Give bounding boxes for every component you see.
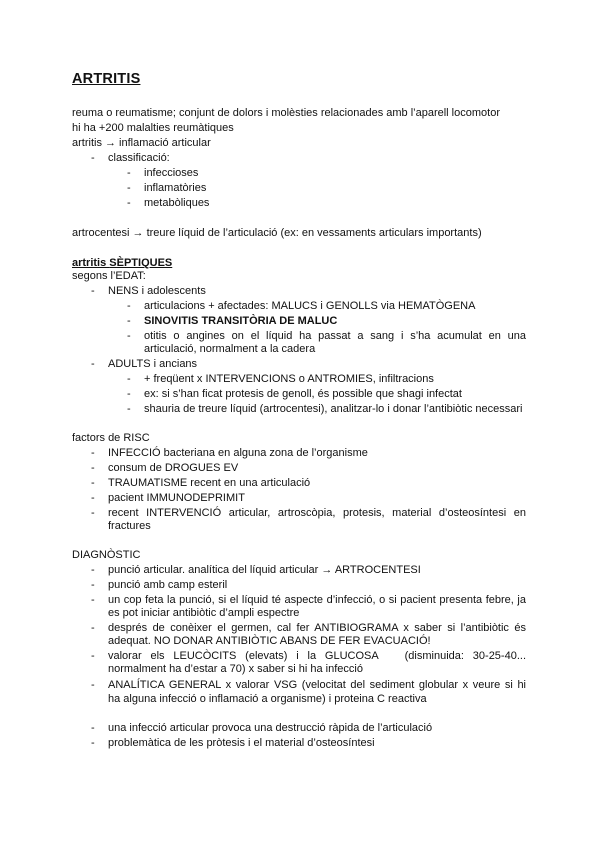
factor-item: pacient IMMUNODEPRIMIT [108, 492, 245, 504]
bullet-dash: - [127, 403, 131, 415]
page-title: ARTRITIS [72, 71, 141, 87]
diagnostic-item-cont: es pot iniciar antibiòtic d’ampli espectre [108, 607, 300, 619]
bullet-dash: - [91, 594, 95, 606]
bullet-dash: - [127, 373, 131, 385]
nens-label: NENS i adolescents [108, 285, 206, 297]
diagnostic-item-cont: adequat. NO DONAR ANTIBIÒTIC ABANS DE FER EVACUACIÓ! [108, 635, 431, 647]
adults-item: ex: si s’han ficat protesis de genoll, és possible que shagi infectat [144, 388, 462, 400]
bullet-dash: - [91, 650, 95, 662]
factor-item-cont: fractures [108, 520, 151, 532]
type-item: inflamatòries [144, 182, 207, 194]
bullet-dash: - [91, 492, 95, 504]
bullet-dash: - [91, 447, 95, 459]
bullet-dash: - [91, 462, 95, 474]
bullet-dash: - [127, 197, 131, 209]
intro-line-1: reuma o reumatisme; conjunt de dolors i molèsties relacionades amb l’aparell locomotor [72, 107, 500, 119]
bullet-dash: - [91, 358, 95, 370]
bullet-dash: - [91, 507, 95, 519]
nens-item: SINOVITIS TRANSITÒRIA DE MALUC [144, 315, 338, 327]
factors-heading: factors de RISC [72, 432, 150, 444]
bullet-dash: - [127, 388, 131, 400]
adults-label: ADULTS i ancians [108, 358, 198, 370]
diagnostic-item: valorar els LEUCÒCITS (elevats) i la GLUCOSA (disminuida: 30-25-40... [108, 650, 526, 662]
factor-item: TRAUMATISME recent en una articulació [108, 477, 311, 489]
diagnostic-item-cont: ha alguna infecció o inflamació a organisme) i proteina C reactiva [108, 693, 427, 705]
nens-item-cont: articulació, normalment a la cadera [144, 343, 316, 355]
classificacio-label: classificació: [108, 152, 170, 164]
bullet-dash: - [91, 152, 95, 164]
bullet-dash: - [91, 722, 95, 734]
nens-item: articulacions + afectades: MALUCS i GENOLLS via HEMATÒGENA [144, 300, 476, 312]
diagnostic-item: punció amb camp esteril [108, 579, 228, 591]
adults-item: shauria de treure líquid (artrocentesi), analitzar-lo i donar l’antibiòtic necessari [144, 403, 523, 415]
intro-line-2: hi ha +200 malalties reumàtiques [72, 122, 234, 134]
bullet-dash: - [91, 679, 95, 691]
bullet-dash: - [91, 622, 95, 634]
diagnostic-extra: problemàtica de les pròtesis i el material d’osteosíntesi [108, 737, 375, 749]
bullet-dash: - [91, 737, 95, 749]
heading-prefix: artritis [72, 257, 110, 269]
diagnostic-item: després de conèixer el germen, cal fer ANTIBIOGRAMA x saber si l’antibiòtic és [108, 622, 526, 634]
bullet-dash: - [127, 300, 131, 312]
bullet-dash: - [127, 167, 131, 179]
type-item: metabòliques [144, 197, 210, 209]
adults-item: + freqüent x INTERVENCIONS o ANTROMIES, infiltracions [144, 373, 434, 385]
diagnostic-item: punció articular. analítica del líquid articular → ARTROCENTESI [108, 564, 421, 576]
diagnostic-extra: una infecció articular provoca una destrucció ràpida de l’articulació [108, 722, 433, 734]
bullet-dash: - [127, 330, 131, 342]
bullet-dash: - [91, 564, 95, 576]
bullet-dash: - [127, 315, 131, 327]
diagnostic-item-cont: normalment ha d’estar a 70) x saber si hi ha infecció [108, 663, 363, 675]
factor-item: recent INTERVENCIÓ articular, artroscòpia, protesis, material d’osteosíntesi en [108, 507, 526, 519]
segons-edat: segons l’EDAT: [72, 270, 146, 282]
bullet-dash: - [127, 182, 131, 194]
diagnostic-heading: DIAGNÒSTIC [72, 549, 141, 561]
factor-item: consum de DROGUES EV [108, 462, 239, 474]
bullet-dash: - [91, 477, 95, 489]
diagnostic-item: ANALÍTICA GENERAL x valorar VSG (velocitat del sediment globular x veure si hi [108, 679, 526, 691]
bullet-dash: - [91, 579, 95, 591]
artrocentesi-line: artrocentesi → treure líquid de l’articulació (ex: en vessaments articulars importants) [72, 227, 482, 239]
type-item: infeccioses [144, 167, 199, 179]
factor-item: INFECCIÓ bacteriana en alguna zona de l’organisme [108, 447, 368, 459]
intro-line-3: artritis → inflamació articular [72, 137, 211, 149]
bullet-dash: - [91, 285, 95, 297]
diagnostic-item: un cop feta la punció, si el líquid té aspecte d’infecció, o si pacient presenta febre, ja [108, 594, 526, 606]
heading-bold: SÈPTIQUES [109, 257, 173, 269]
nens-item: otitis o angines on el líquid ha passat a sang i s’ha acumulat en una [144, 330, 526, 342]
